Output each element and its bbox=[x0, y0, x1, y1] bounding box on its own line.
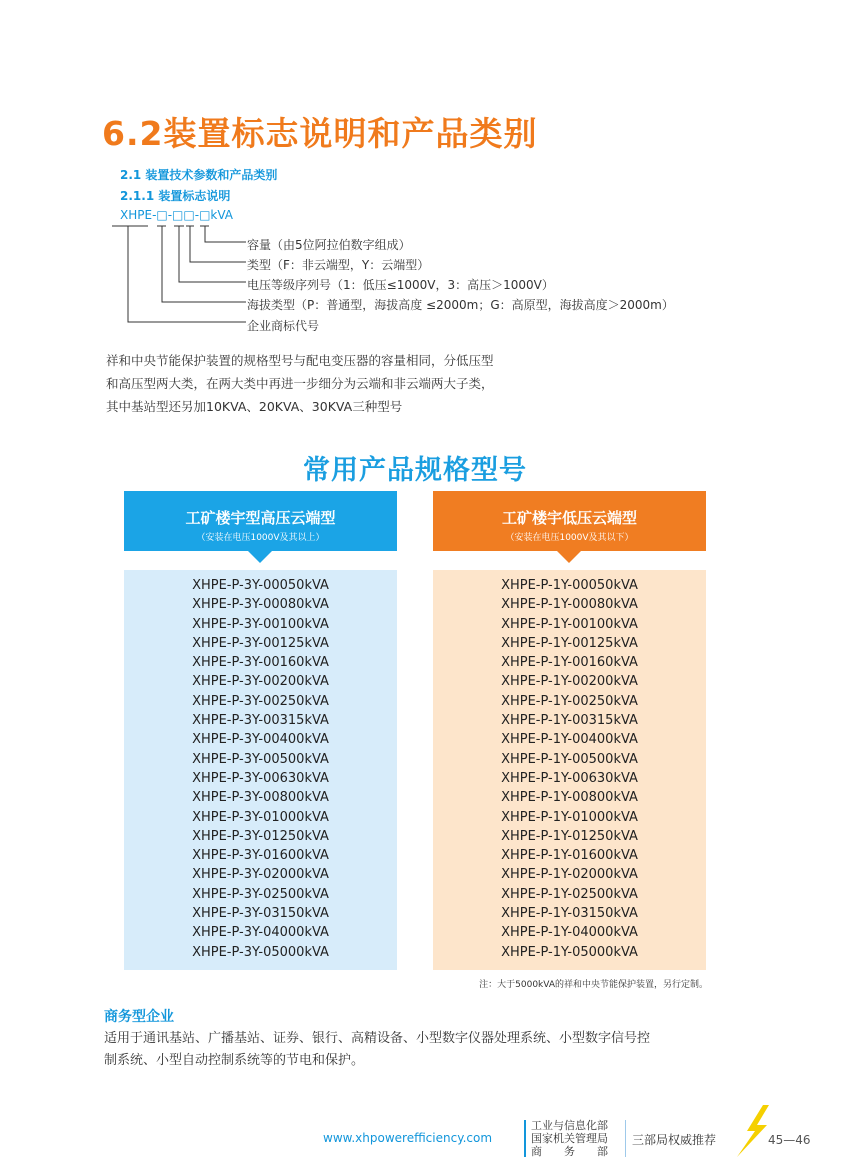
left-column-subtitle: （安装在电压1000V及其以上） bbox=[196, 533, 325, 543]
left-column-header bbox=[124, 491, 397, 551]
left-model-item: XHPE-P-3Y-00630kVA bbox=[192, 770, 329, 786]
left-model-item: XHPE-P-3Y-05000kVA bbox=[192, 944, 329, 960]
left-model-item: XHPE-P-3Y-01600kVA bbox=[192, 848, 329, 864]
right-model-item: XHPE-P-1Y-00200kVA bbox=[501, 674, 638, 690]
paragraph-line: 祥和中央节能保护装置的规格型号与配电变压器的容量相同，分低压型 bbox=[106, 353, 494, 368]
right-model-item: XHPE-P-1Y-00630kVA bbox=[501, 770, 638, 786]
subsection-heading: 2.1 装置技术参数和产品类别 bbox=[120, 168, 278, 182]
left-model-item: XHPE-P-3Y-00400kVA bbox=[192, 732, 329, 748]
business-heading: 商务型企业 bbox=[104, 1009, 174, 1025]
footer-org-line: 国家机关管理局 bbox=[531, 1132, 608, 1145]
left-model-item: XHPE-P-3Y-00250kVA bbox=[192, 693, 329, 709]
right-model-item: XHPE-P-1Y-00315kVA bbox=[501, 713, 638, 729]
left-model-item: XHPE-P-3Y-01250kVA bbox=[192, 828, 329, 844]
right-column-subtitle: （安装在电压1000V及其以下） bbox=[505, 533, 634, 543]
model-desc-capacity: 容量（由5位阿拉伯数字组成） bbox=[247, 238, 411, 252]
footer-divider bbox=[524, 1120, 526, 1157]
model-desc-brand: 企业商标代号 bbox=[247, 319, 320, 333]
right-model-item: XHPE-P-1Y-01600kVA bbox=[501, 848, 638, 864]
left-model-item: XHPE-P-3Y-00160kVA bbox=[192, 655, 329, 671]
right-model-item: XHPE-P-1Y-00050kVA bbox=[501, 578, 638, 593]
left-model-item: XHPE-P-3Y-00200kVA bbox=[192, 674, 329, 690]
footer-divider-2 bbox=[625, 1120, 626, 1157]
right-model-item: XHPE-P-1Y-01250kVA bbox=[501, 828, 638, 844]
paragraph-line: 和高压型两大类，在两大类中再进一步细分为云端和非云端两大子类， bbox=[106, 376, 494, 391]
left-model-item: XHPE-P-3Y-00125kVA bbox=[192, 635, 329, 651]
right-column-arrow-icon bbox=[557, 551, 581, 563]
right-column-title: 工矿楼宇低压云端型 bbox=[501, 509, 637, 527]
right-model-item: XHPE-P-1Y-01000kVA bbox=[501, 809, 638, 825]
right-model-item: XHPE-P-1Y-03150kVA bbox=[501, 906, 638, 922]
right-model-item: XHPE-P-1Y-00500kVA bbox=[501, 751, 638, 767]
business-text-line: 制系统、小型自动控制系统等的节电和保护。 bbox=[104, 1053, 365, 1068]
page-title: 6.2装置标志说明和产品类别 bbox=[102, 114, 538, 153]
model-code: XHPE-□-□□-□kVA bbox=[120, 208, 234, 222]
model-desc-altitude: 海拔类型（P：普通型，海拔高度 ≤2000m；G：高原型，海拔高度＞2000m） bbox=[247, 298, 674, 312]
footer-url[interactable]: www.xhpowerefficiency.com bbox=[323, 1131, 493, 1145]
model-desc-type: 类型（F：非云端型，Y：云端型） bbox=[247, 258, 430, 272]
right-model-item: XHPE-P-1Y-00080kVA bbox=[501, 597, 638, 613]
right-model-item: XHPE-P-1Y-02000kVA bbox=[501, 867, 638, 883]
left-column-arrow-icon bbox=[248, 551, 272, 563]
page-number: 45—46 bbox=[768, 1133, 811, 1147]
right-model-item: XHPE-P-1Y-00400kVA bbox=[501, 732, 638, 748]
right-model-item: XHPE-P-1Y-00160kVA bbox=[501, 655, 638, 671]
right-model-item: XHPE-P-1Y-02500kVA bbox=[501, 886, 638, 902]
right-model-item: XHPE-P-1Y-00100kVA bbox=[501, 616, 638, 632]
lightning-bolt-icon bbox=[733, 1105, 773, 1157]
footnote: 注：大于5000kVA的祥和中央节能保护装置，另行定制。 bbox=[479, 980, 708, 990]
paragraph-line: 其中基站型还另加10KVA、20KVA、30KVA三种型号 bbox=[106, 399, 403, 414]
left-model-list bbox=[124, 570, 397, 970]
business-text-line: 适用于通讯基站、广播基站、证券、银行、高精设备、小型数字仪器处理系统、小型数字信号控 bbox=[104, 1031, 651, 1046]
left-model-item: XHPE-P-3Y-00080kVA bbox=[192, 597, 329, 613]
right-model-list bbox=[433, 570, 706, 970]
right-model-item: XHPE-P-1Y-00125kVA bbox=[501, 635, 638, 651]
model-code-diagram bbox=[110, 224, 250, 334]
subsection-heading-2: 2.1.1 装置标志说明 bbox=[120, 189, 231, 203]
footer-org bbox=[531, 1119, 608, 1158]
left-model-item: XHPE-P-3Y-02500kVA bbox=[192, 886, 329, 902]
left-model-item: XHPE-P-3Y-00100kVA bbox=[192, 616, 329, 632]
left-model-item: XHPE-P-3Y-01000kVA bbox=[192, 809, 329, 825]
left-model-item: XHPE-P-3Y-00315kVA bbox=[192, 713, 329, 729]
left-model-item: XHPE-P-3Y-00050kVA bbox=[192, 578, 329, 593]
right-model-item: XHPE-P-1Y-00250kVA bbox=[501, 693, 638, 709]
right-model-item: XHPE-P-1Y-05000kVA bbox=[501, 944, 638, 960]
left-model-item: XHPE-P-3Y-00500kVA bbox=[192, 751, 329, 767]
footer-recommend: 三部局权威推荐 bbox=[632, 1133, 717, 1147]
footer-org-line: 工业与信息化部 bbox=[531, 1119, 608, 1132]
right-model-item: XHPE-P-1Y-04000kVA bbox=[501, 925, 638, 941]
left-model-item: XHPE-P-3Y-03150kVA bbox=[192, 906, 329, 922]
left-model-item: XHPE-P-3Y-02000kVA bbox=[192, 867, 329, 883]
left-column-title: 工矿楼宇型高压云端型 bbox=[185, 509, 336, 527]
footer-org-line: 商 务 部 bbox=[531, 1145, 608, 1158]
right-column-header bbox=[433, 491, 706, 551]
section-title: 常用产品规格型号 bbox=[303, 455, 527, 486]
left-model-item: XHPE-P-3Y-04000kVA bbox=[192, 925, 329, 941]
model-desc-voltage: 电压等级序列号（1：低压≤1000V，3：高压＞1000V） bbox=[247, 278, 554, 292]
left-model-item: XHPE-P-3Y-00800kVA bbox=[192, 790, 329, 806]
right-model-item: XHPE-P-1Y-00800kVA bbox=[501, 790, 638, 806]
